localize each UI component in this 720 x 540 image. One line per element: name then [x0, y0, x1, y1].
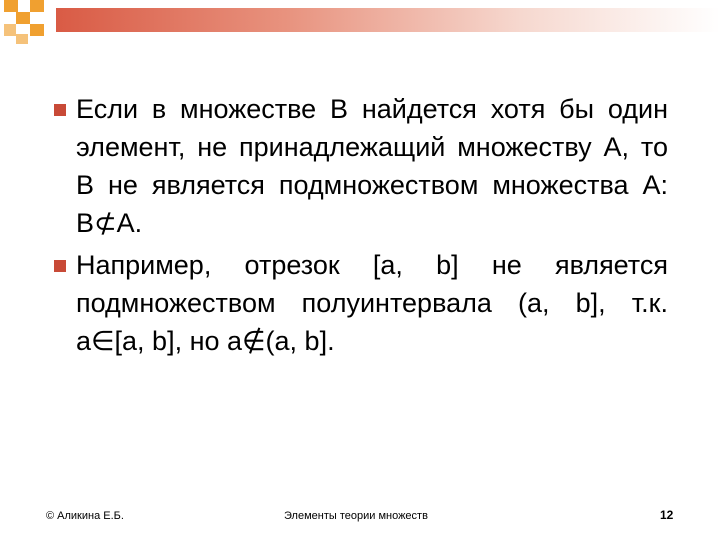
deco-square — [16, 12, 30, 24]
bullet-item-2 — [48, 246, 668, 360]
deco-square — [4, 24, 16, 36]
square-bullet-icon — [54, 260, 66, 272]
header-gradient-bar — [56, 8, 720, 32]
deco-square — [16, 34, 28, 44]
footer-author: © Аликина Е.Б. — [46, 510, 124, 522]
deco-square — [30, 24, 44, 36]
deco-square — [30, 0, 44, 12]
bullet-item-1 — [48, 90, 668, 242]
bullet-text: Например, отрезок [a, b] не является подмножеством полуинтервала (a, b], т.к. a∈[a, b], но a∉(a, b]. — [76, 250, 668, 356]
footer-title: Элементы теории множеств — [284, 510, 428, 522]
bullet-text: Если в множестве В найдется хотя бы один элемент, не принадлежащий множеству А, то В не является подмножеством множества А: В⊄А. — [76, 94, 668, 238]
square-bullet-icon — [54, 104, 66, 116]
page-number: 12 — [660, 508, 674, 522]
slide-content — [48, 90, 668, 364]
deco-square — [4, 0, 18, 12]
